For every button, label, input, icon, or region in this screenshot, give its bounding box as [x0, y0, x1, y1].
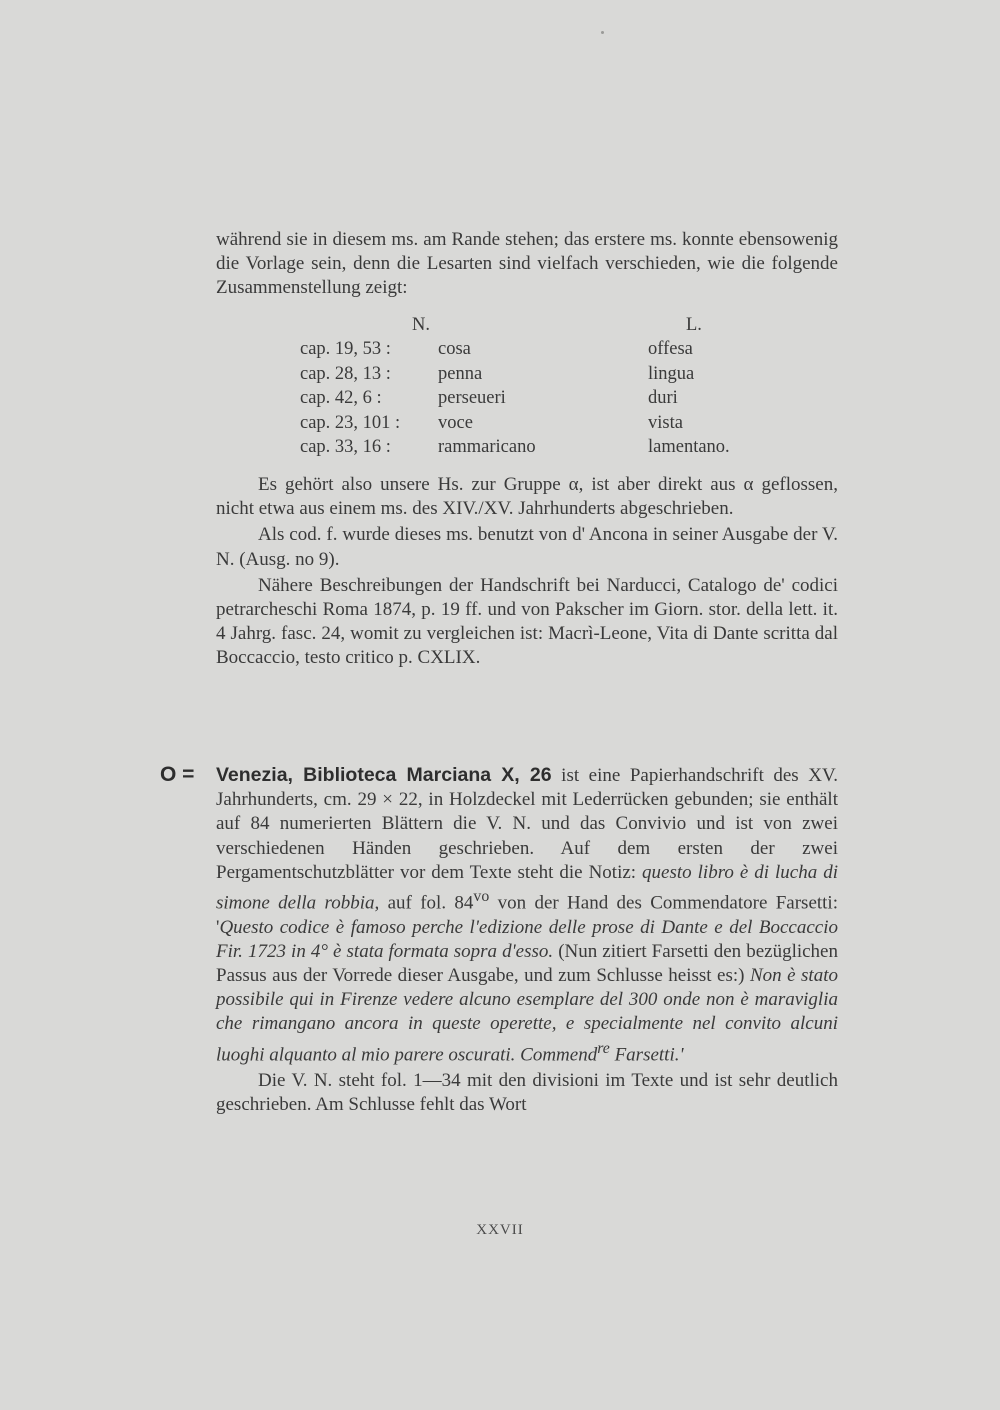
column-header-n: N.	[412, 315, 430, 335]
table-row	[216, 435, 838, 460]
row-reading-n: cosa	[438, 339, 471, 359]
manuscript-entry	[160, 763, 840, 1118]
entry-quote-2: Questo codice è famoso perche l'edizione delle prose di Dante e del Boccaccio Fir. 1723 in 4° è stata formata sopra d'esso.	[216, 916, 838, 962]
row-reading-l: duri	[648, 388, 678, 408]
row-reference: cap. 33, 16 :	[300, 437, 391, 457]
entry-paragraph-2: Die V. N. steht fol. 1—34 mit den divisioni im Texte und ist sehr deutlich geschrieben. Am Schlusse fehlt das Wort	[216, 1070, 838, 1116]
variant-table	[216, 313, 838, 460]
row-reading-l: lingua	[648, 363, 695, 384]
row-reference: cap. 19, 53 :	[300, 339, 391, 359]
entry-title: Venezia, Biblioteca Marciana X, 26	[216, 764, 552, 786]
siglum: O =	[160, 763, 195, 786]
paper-speck	[601, 31, 604, 34]
paragraph-intro	[216, 228, 838, 301]
entry-quote-3: Non è stato possibile qui in Firenze vedere alcuno esemplare del 300 onde non è maraviglia che rimangano ancora in queste operette, e specialmente nel convito alcuni luoghi alquanto al mio parere oscurati. Commend	[216, 964, 838, 1065]
row-reading-n: rammaricano	[438, 437, 536, 457]
table-row	[216, 411, 838, 436]
entry-body	[216, 763, 838, 1118]
table-row	[216, 337, 838, 362]
entry-text-4: (Nun zitiert Farsetti den bezüglichen Passus aus der Vorrede dieser Ausgabe, und zum Schlusse heisst es:)	[216, 940, 838, 986]
row-reference: cap. 23, 101 :	[300, 412, 401, 433]
entry-quote-4: Farsetti.'	[609, 1043, 684, 1065]
column-header-l: L.	[686, 315, 702, 335]
page-number: XXVII	[476, 1222, 524, 1238]
entry-paragraph	[216, 763, 838, 1067]
paragraph-group	[216, 473, 838, 671]
row-reading-l: vista	[648, 412, 683, 433]
entry-text-1: ist eine Papierhandschrift des XV. Jahrhunderts, cm. 29 × 22, in Holzdeckel mit Lederrücken gebunden; sie enthält auf 84 numerierten Blättern die V. N. und das Convivio und ist von zwei verschiedenen Händen geschrieben. Auf dem ersten der zwei Pergamentschutzblätter vor dem Texte steht die Notiz:	[216, 765, 838, 883]
paragraph-4: Nähere Beschreibungen der Handschrift bei Narducci, Catalogo de' codici petrarcheschi Roma 1874, p. 19 ff. und von Pakscher im Giorn. stor. della lett. it. 4 Jahrg. fasc. 24, womit zu vergleichen ist: Macrì-Leone, Vita di Dante scritta dal Boccaccio, testo critico p. CXLIX.	[216, 574, 838, 669]
entry-text-2: auf fol. 84	[379, 892, 474, 914]
paragraph-3: Als cod. f. wurde dieses ms. benutzt von d' Ancona in seiner Ausgabe der V. N. (Ausg. no 9).	[216, 524, 838, 570]
superscript-vo: vo	[473, 888, 490, 906]
row-reading-l: lamentano.	[648, 437, 730, 457]
table-row	[216, 386, 838, 411]
table-row	[216, 362, 838, 387]
paragraph-1: während sie in diesem ms. am Rande stehen; das erstere ms. konnte ebensowenig die Vorlage sein, denn die Lesarten sind vielfach verschieden, wie die folgende Zusammenstellung zeigt:	[216, 229, 838, 299]
row-reading-n: voce	[438, 412, 473, 433]
row-reading-l: offesa	[648, 339, 693, 359]
table-header	[216, 313, 838, 337]
superscript-re: re	[597, 1039, 610, 1057]
entry-text-3: von der Hand des Commendatore Farsetti: '	[216, 892, 838, 938]
entry-quote-1: questo libro è di lucha di simone della robbia,	[216, 861, 838, 914]
row-reference: cap. 28, 13 :	[300, 363, 391, 384]
paragraph-2: Es gehört also unsere Hs. zur Gruppe α, ist aber direkt aus α geflossen, nicht etwa aus einem ms. des XIV./XV. Jahrhunderts abgeschrieben.	[216, 474, 838, 520]
row-reading-n: perseueri	[438, 388, 506, 408]
row-reference: cap. 42, 6 :	[300, 388, 382, 408]
row-reading-n: penna	[438, 363, 483, 384]
